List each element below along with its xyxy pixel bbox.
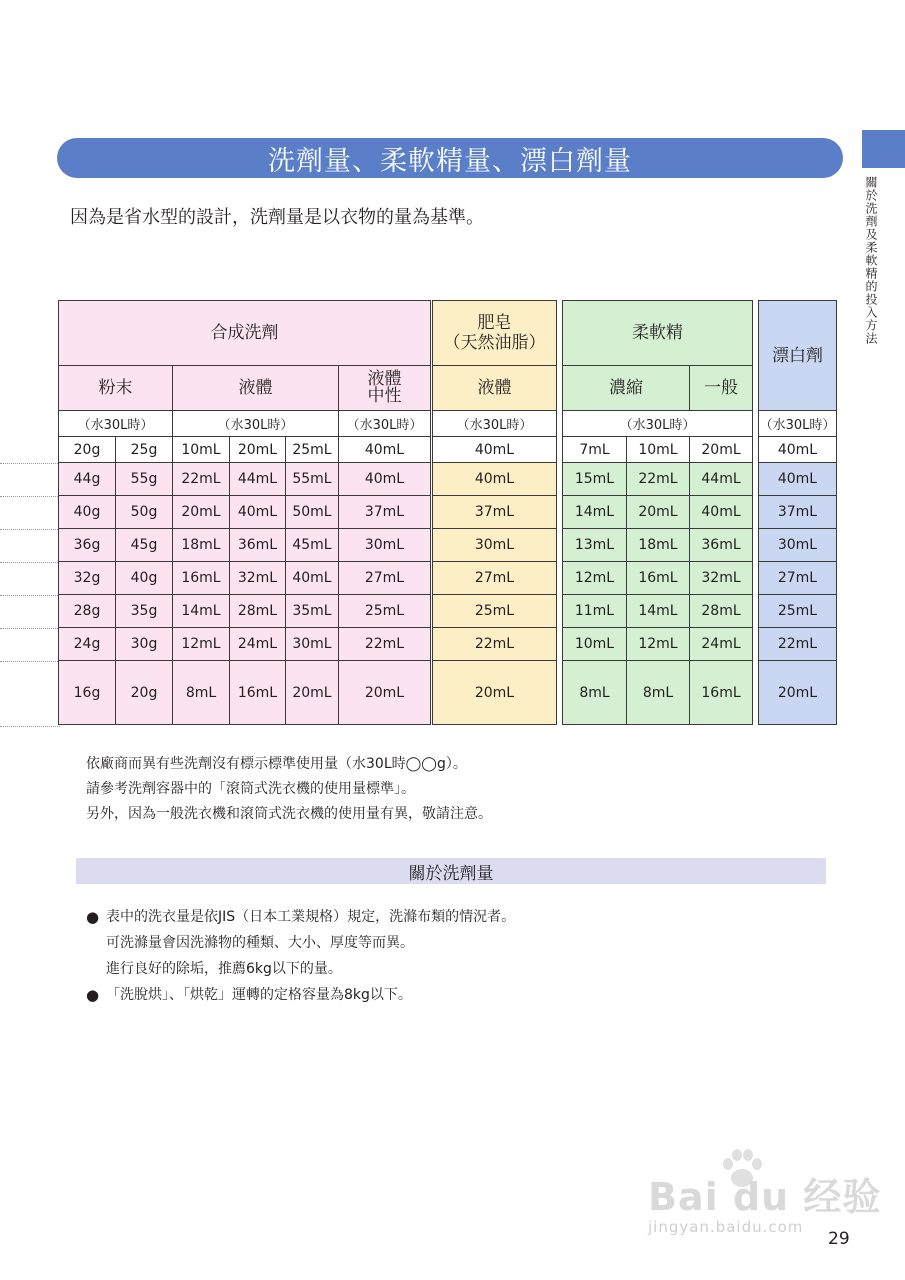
table-cell: 27mL bbox=[339, 562, 431, 595]
table-cell: 22mL bbox=[173, 463, 230, 496]
bleach-header: 漂白劑 bbox=[759, 301, 837, 411]
table-cell: 50mL bbox=[286, 496, 339, 529]
bullet-text: 可洗滌量會因洗滌物的種類、大小、厚度等而異。 bbox=[106, 935, 414, 951]
table-cell: 40mL bbox=[339, 463, 431, 496]
table-cell: 30g bbox=[116, 628, 173, 661]
synthetic-detergent-table bbox=[58, 300, 431, 725]
table-cell: 28mL bbox=[230, 595, 286, 628]
water-note: （水30L時） bbox=[759, 411, 837, 437]
guide-line bbox=[0, 628, 60, 629]
table-cell: 18mL bbox=[627, 529, 690, 562]
table-cell: 22mL bbox=[433, 628, 557, 661]
neutral-liquid-header: 液體 中性 bbox=[339, 366, 431, 411]
guide-line bbox=[0, 595, 60, 596]
table-cell: 45g bbox=[116, 529, 173, 562]
water-note: （水30L時） bbox=[173, 411, 339, 437]
table-cell: 40mL bbox=[433, 463, 557, 496]
bullet-text: 進行良好的除垢，推薦6kg以下的量。 bbox=[106, 961, 342, 977]
table-cell: 20mL bbox=[433, 661, 557, 725]
note-line: 請參考洗劑容器中的「滾筒式洗衣機的使用量標準」。 bbox=[86, 781, 415, 797]
table-cell: 20mL bbox=[286, 661, 339, 725]
table-cell: 25mL bbox=[286, 437, 339, 463]
table-cell: 55g bbox=[116, 463, 173, 496]
table-cell: 40mL bbox=[433, 437, 557, 463]
table-cell: 8mL bbox=[173, 661, 230, 725]
table-cell: 32mL bbox=[230, 562, 286, 595]
table-cell: 20g bbox=[59, 437, 116, 463]
table-cell: 7mL bbox=[563, 437, 627, 463]
powder-header: 粉末 bbox=[59, 366, 173, 411]
table-cell: 45mL bbox=[286, 529, 339, 562]
table-cell: 11mL bbox=[563, 595, 627, 628]
table-cell: 10mL bbox=[173, 437, 230, 463]
table-cell: 40mL bbox=[230, 496, 286, 529]
bullet-text: 表中的洗衣量是依JIS（日本工業規格）規定，洗滌布類的情況者。 bbox=[106, 909, 516, 925]
guide-line bbox=[0, 496, 60, 497]
water-note: （水30L時） bbox=[339, 411, 431, 437]
soap-table bbox=[432, 300, 557, 725]
water-note: （水30L時） bbox=[563, 411, 753, 437]
table-cell: 15mL bbox=[563, 463, 627, 496]
table-cell: 25mL bbox=[759, 595, 837, 628]
table-cell: 22mL bbox=[759, 628, 837, 661]
table-cell: 36g bbox=[59, 529, 116, 562]
table-cell: 32g bbox=[59, 562, 116, 595]
table-cell: 20mL bbox=[173, 496, 230, 529]
table-cell: 16mL bbox=[690, 661, 753, 725]
liquid-header: 液體 bbox=[173, 366, 339, 411]
table-cell: 27mL bbox=[759, 562, 837, 595]
table-cell: 10mL bbox=[563, 628, 627, 661]
table-cell: 44mL bbox=[230, 463, 286, 496]
table-cell: 16g bbox=[59, 661, 116, 725]
table-cell: 25mL bbox=[339, 595, 431, 628]
table-cell: 8mL bbox=[627, 661, 690, 725]
page-number: 29 bbox=[828, 1229, 850, 1249]
table-cell: 35mL bbox=[286, 595, 339, 628]
section-title: 關於洗劑量 bbox=[76, 858, 826, 884]
table-cell: 25g bbox=[116, 437, 173, 463]
table-cell: 40mL bbox=[759, 437, 837, 463]
table-cell: 14mL bbox=[563, 496, 627, 529]
table-cell: 28mL bbox=[690, 595, 753, 628]
table-cell: 22mL bbox=[339, 628, 431, 661]
bullet-text: 「洗脫烘」、「烘乾」運轉的定格容量為8kg以下。 bbox=[106, 987, 412, 1003]
guide-line bbox=[0, 661, 60, 662]
table-cell: 40g bbox=[59, 496, 116, 529]
table-cell: 27mL bbox=[433, 562, 557, 595]
guide-line bbox=[0, 562, 60, 563]
table-cell: 25mL bbox=[433, 595, 557, 628]
water-note: （水30L時） bbox=[59, 411, 173, 437]
guide-line bbox=[0, 529, 60, 530]
table-cell: 28g bbox=[59, 595, 116, 628]
watermark-logo: Bai du 经验 bbox=[648, 1175, 882, 1219]
table-cell: 40mL bbox=[759, 463, 837, 496]
table-cell: 50g bbox=[116, 496, 173, 529]
table-cell: 35g bbox=[116, 595, 173, 628]
side-section-label: 關於洗劑及柔軟精的投入方法 bbox=[864, 176, 878, 345]
table-cell: 24mL bbox=[230, 628, 286, 661]
softener-table bbox=[562, 300, 753, 725]
table-cell: 40mL bbox=[690, 496, 753, 529]
table-cell: 24g bbox=[59, 628, 116, 661]
table-cell: 16mL bbox=[230, 661, 286, 725]
soap-liquid-header: 液體 bbox=[433, 366, 557, 411]
bleach-table bbox=[758, 300, 837, 725]
table-cell: 14mL bbox=[173, 595, 230, 628]
table-cell: 30mL bbox=[286, 628, 339, 661]
table-cell: 36mL bbox=[230, 529, 286, 562]
table-cell: 13mL bbox=[563, 529, 627, 562]
intro-text: 因為是省水型的設計，洗劑量是以衣物的量為基準。 bbox=[70, 207, 484, 228]
table-cell: 16mL bbox=[173, 562, 230, 595]
table-cell: 40mL bbox=[286, 562, 339, 595]
side-tab bbox=[862, 130, 905, 168]
watermark-url: jingyan.baidu.com bbox=[648, 1218, 804, 1236]
table-cell: 22mL bbox=[627, 463, 690, 496]
guide-line bbox=[0, 463, 60, 464]
table-cell: 20mL bbox=[230, 437, 286, 463]
table-cell: 18mL bbox=[173, 529, 230, 562]
table-cell: 37mL bbox=[759, 496, 837, 529]
notes bbox=[86, 752, 492, 827]
table-cell: 16mL bbox=[627, 562, 690, 595]
table-cell: 44mL bbox=[690, 463, 753, 496]
table-cell: 20mL bbox=[759, 661, 837, 725]
water-note: （水30L時） bbox=[433, 411, 557, 437]
table-cell: 40mL bbox=[339, 437, 431, 463]
guide-line bbox=[0, 726, 60, 727]
table-cell: 12mL bbox=[627, 628, 690, 661]
note-line: 依廠商而異有些洗劑沒有標示標準使用量（水30L時◯◯g）。 bbox=[86, 756, 467, 772]
bullet-icon: ● bbox=[86, 908, 100, 926]
soap-header: 肥皂 （天然油脂） bbox=[433, 301, 557, 366]
table-cell: 30mL bbox=[433, 529, 557, 562]
table-cell: 12mL bbox=[173, 628, 230, 661]
table-cell: 30mL bbox=[339, 529, 431, 562]
bullet-list bbox=[86, 904, 515, 1008]
note-line: 另外，因為一般洗衣機和滾筒式洗衣機的使用量有異，敬請注意。 bbox=[86, 806, 492, 822]
table-cell: 20mL bbox=[339, 661, 431, 725]
table-cell: 10mL bbox=[627, 437, 690, 463]
table-cell: 20g bbox=[116, 661, 173, 725]
table-cell: 8mL bbox=[563, 661, 627, 725]
synthetic-header: 合成洗劑 bbox=[59, 301, 431, 366]
table-cell: 55mL bbox=[286, 463, 339, 496]
table-cell: 14mL bbox=[627, 595, 690, 628]
table-cell: 32mL bbox=[690, 562, 753, 595]
table-cell: 37mL bbox=[433, 496, 557, 529]
table-cell: 20mL bbox=[690, 437, 753, 463]
table-cell: 36mL bbox=[690, 529, 753, 562]
table-cell: 30mL bbox=[759, 529, 837, 562]
regular-header: 一般 bbox=[690, 366, 753, 411]
concentrated-header: 濃縮 bbox=[563, 366, 690, 411]
table-cell: 40g bbox=[116, 562, 173, 595]
softener-header: 柔軟精 bbox=[563, 301, 753, 366]
table-cell: 24mL bbox=[690, 628, 753, 661]
table-cell: 20mL bbox=[627, 496, 690, 529]
table-cell: 37mL bbox=[339, 496, 431, 529]
page-title: 洗劑量、柔軟精量、漂白劑量 bbox=[57, 138, 843, 178]
bullet-icon: ● bbox=[86, 986, 100, 1004]
table-cell: 44g bbox=[59, 463, 116, 496]
table-cell: 12mL bbox=[563, 562, 627, 595]
